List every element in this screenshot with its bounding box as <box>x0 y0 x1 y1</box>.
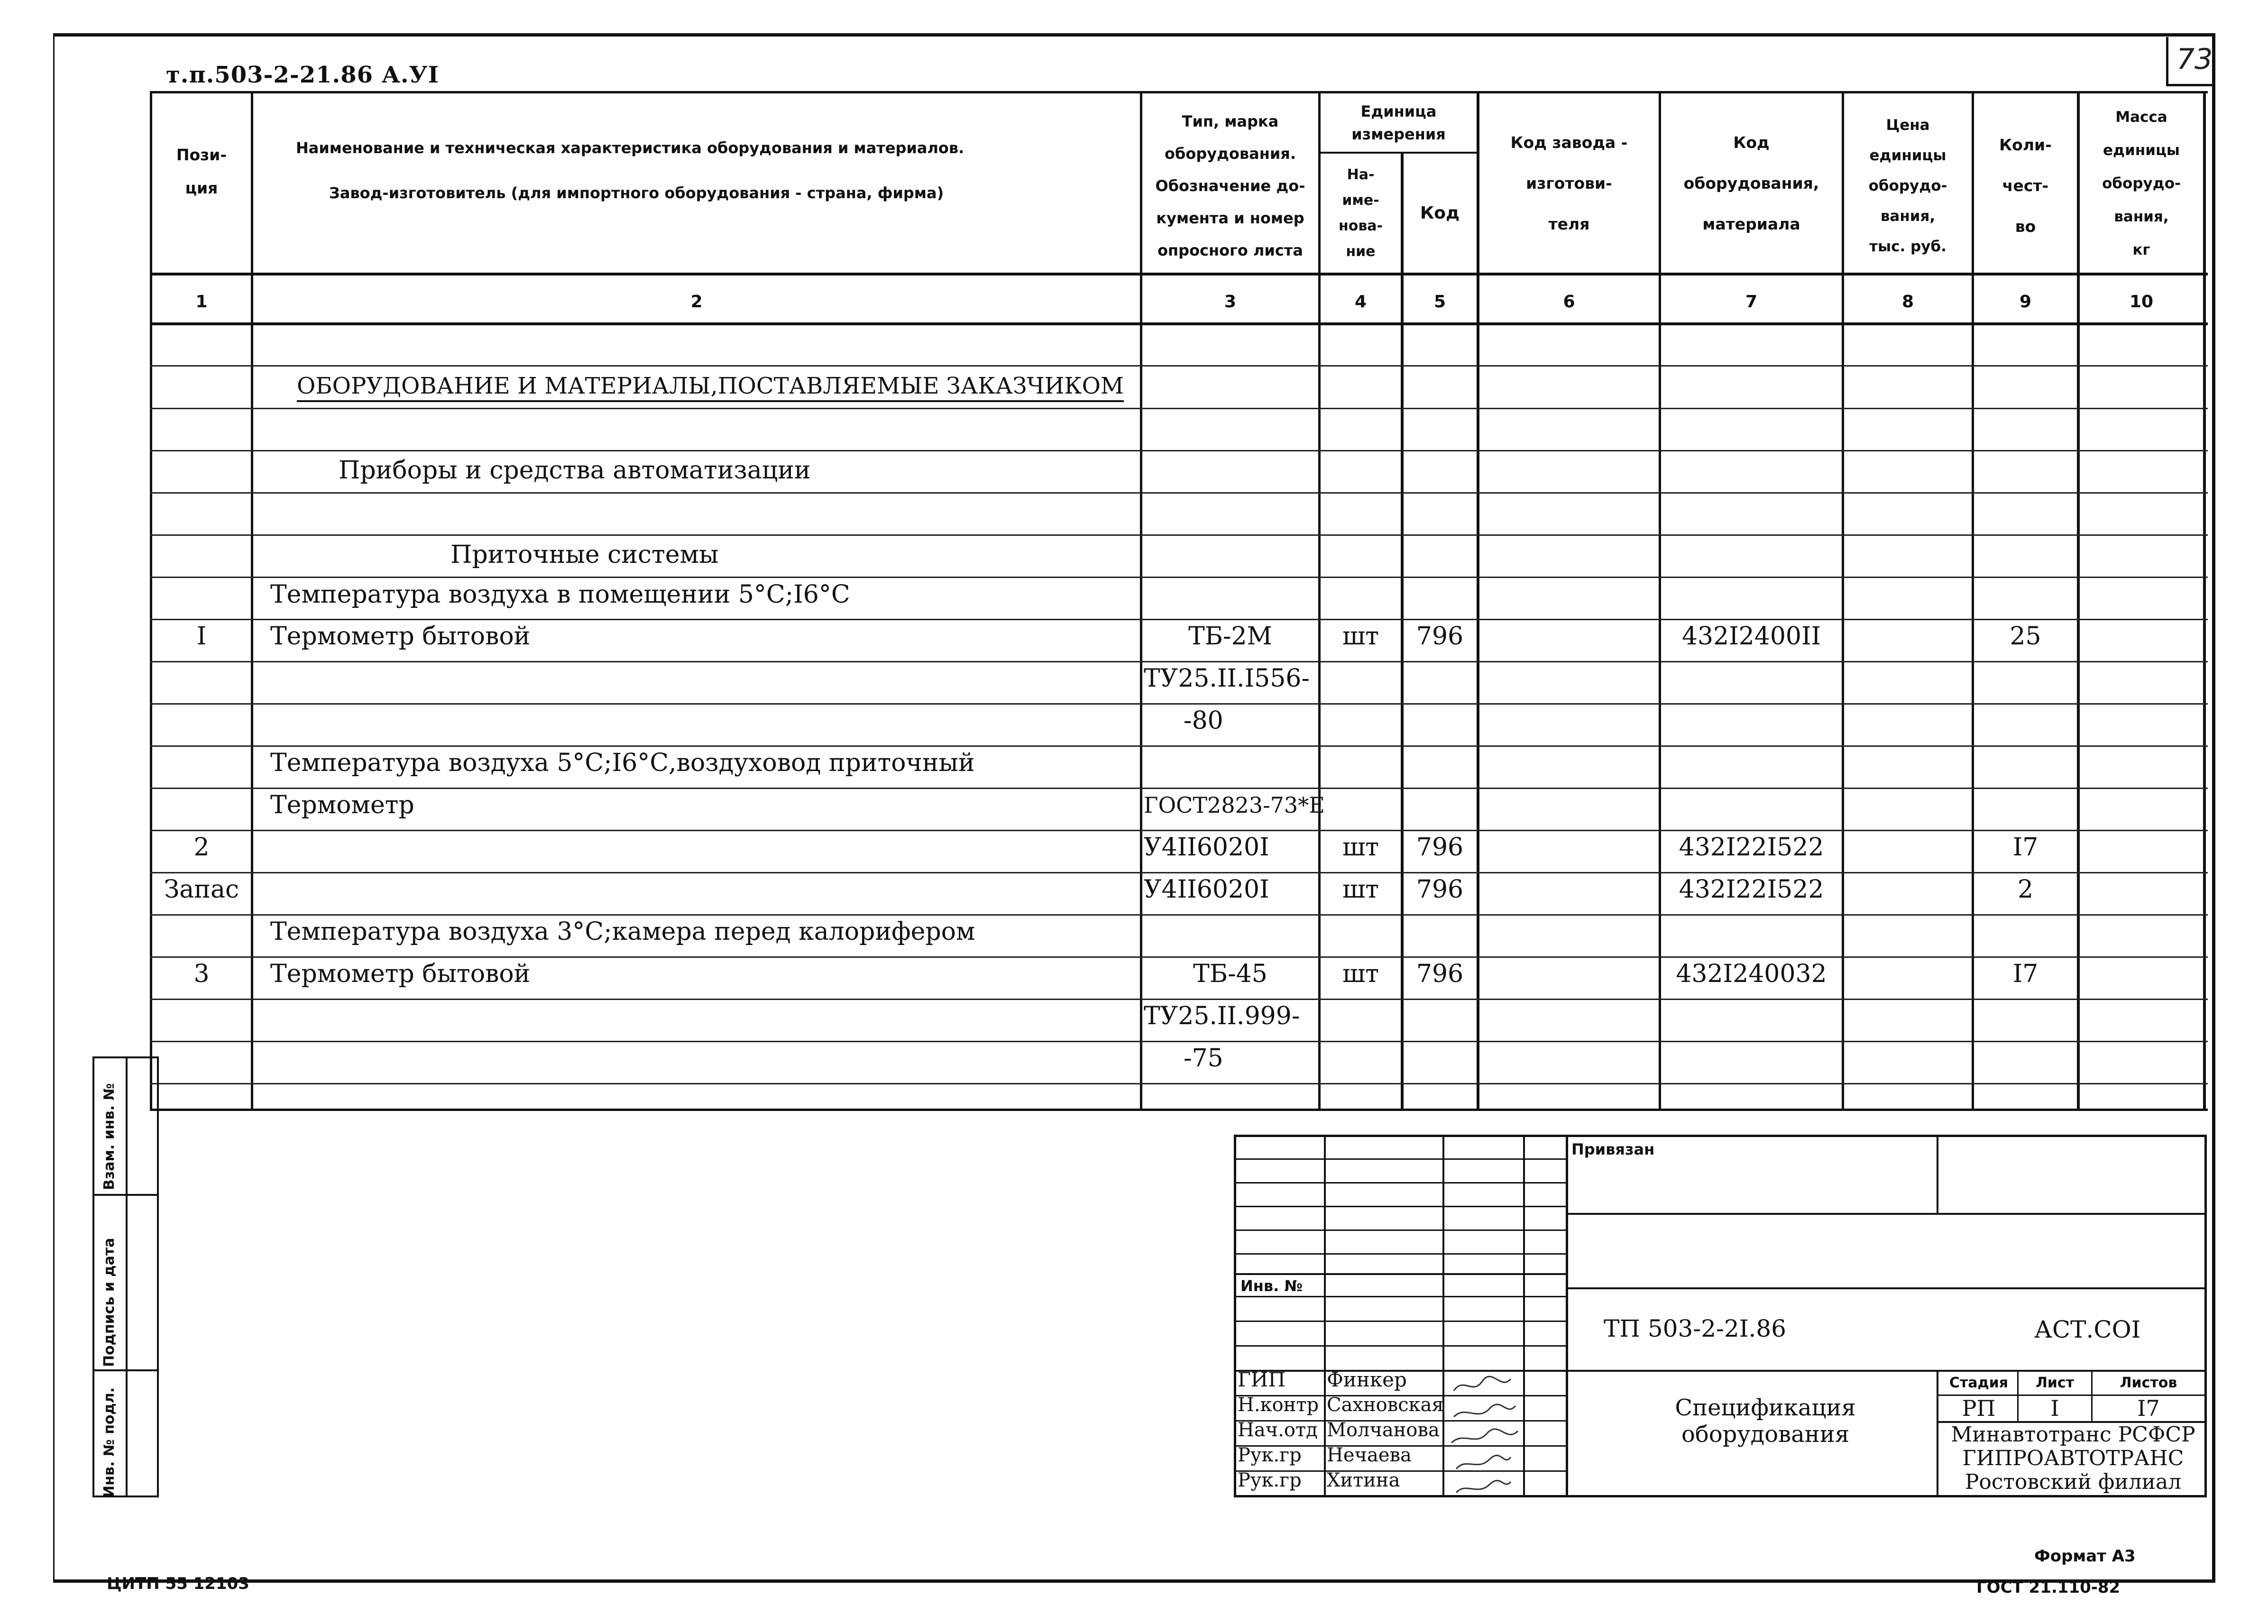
row-8-quantity: 2 <box>2017 875 2034 904</box>
row-7-unit: шт <box>1342 833 1379 862</box>
row-8-type: У4II6020I <box>1144 875 1269 904</box>
row-8-unit-code: 796 <box>1416 875 1464 904</box>
row-10-type: ТБ-45 <box>1193 960 1267 988</box>
row-10-position: 3 <box>193 960 210 988</box>
sheets-value: I7 <box>2137 1395 2160 1421</box>
header-unit-code: Код <box>1420 203 1460 223</box>
row-8-unit: шт <box>1342 875 1379 904</box>
footer-format: Формат А3 <box>2034 1547 2136 1566</box>
inventory-number-label: Инв. № <box>1240 1277 1303 1295</box>
row-7-equipment-code: 432I22I522 <box>1679 833 1824 862</box>
group-title: Приточные системы <box>450 541 719 569</box>
name-group-lead-1: Нечаева <box>1327 1444 1412 1466</box>
stamp-replacement-inventory: Взам. инв. № <box>101 1083 118 1190</box>
column-number-8: 8 <box>1901 292 1914 312</box>
row-3-type: ТУ25.II.I556- <box>1144 664 1310 693</box>
sheets-label: Листов <box>2120 1375 2177 1391</box>
stamp-inventory-original: Инв. № подл. <box>101 1387 118 1497</box>
header-unit: Единица измерения <box>1351 102 1446 143</box>
header-equipment-code: Код оборудования, материала <box>1683 133 1819 233</box>
specification-table <box>150 91 2208 1110</box>
row-2-equipment-code: 432I2400II <box>1681 622 1821 651</box>
sheet-label: Лист <box>2035 1375 2075 1391</box>
header-name-line2: Завод-изготовитель (для импортного оборудования - страна, фирма) <box>329 184 944 202</box>
header-type: Тип, марка оборудования. Обозначение до- кумента и номер опросного листа <box>1155 112 1305 259</box>
column-number-5: 5 <box>1433 292 1446 312</box>
title-document-suffix: АСТ.СОI <box>2034 1316 2141 1343</box>
role-norm-control: Н.контр <box>1238 1394 1319 1416</box>
row-7-type: У4II6020I <box>1144 833 1269 862</box>
name-gip: Финкер <box>1327 1368 1407 1391</box>
row-10-unit: шт <box>1342 960 1379 988</box>
column-number-7: 7 <box>1745 292 1758 312</box>
organization-name: Минавтотранс РСФСР ГИПРОАВТОТРАНС Ростовский филиал <box>1951 1422 2195 1494</box>
title-document-name: Спецификация оборудования <box>1675 1395 1856 1448</box>
row-6-name: Термометр <box>270 791 414 819</box>
name-group-lead-2: Хитина <box>1327 1469 1400 1491</box>
subsection-title: Приборы и средства автоматизации <box>339 456 811 485</box>
row-7-position: 2 <box>193 833 210 862</box>
page-number: 73 <box>2176 43 2213 76</box>
row-10-quantity: I7 <box>2012 960 2038 988</box>
stamp-signature-date: Подпись и дата <box>101 1238 118 1367</box>
title-block <box>1234 1135 2207 1497</box>
row-4-type: -80 <box>1184 706 1223 735</box>
row-2-name: Термометр бытовой <box>270 622 531 651</box>
role-department-head: Нач.отд <box>1238 1419 1318 1441</box>
title-document-code: ТП 503-2-2I.86 <box>1604 1315 1786 1342</box>
role-group-lead-2: Рук.гр <box>1238 1469 1302 1491</box>
row-6-type: ГОСТ2823-73*Е <box>1144 792 1325 818</box>
column-number-2: 2 <box>690 292 703 312</box>
row-2-position: I <box>196 622 207 651</box>
sheet-value: I <box>2050 1395 2059 1421</box>
row-10-equipment-code: 432I240032 <box>1676 960 1827 988</box>
footer-gost: ГОСТ 21.110-82 <box>1976 1578 2121 1597</box>
header-price: Цена единицы оборудо- вания, тыс. руб. <box>1868 117 1947 255</box>
row-1-name: Температура воздуха в помещении 5°С;I6°С <box>270 580 850 609</box>
column-number-9: 9 <box>2019 292 2032 312</box>
stage-value: РП <box>1962 1395 1996 1421</box>
row-2-type: ТБ-2М <box>1188 622 1272 651</box>
row-2-unit-code: 796 <box>1416 622 1464 651</box>
name-norm-control: Сахновская <box>1327 1394 1444 1416</box>
stage-label: Стадия <box>1949 1375 2009 1391</box>
row-10-unit-code: 796 <box>1416 960 1464 988</box>
header-mass: Масса единицы оборудо- вания, кг <box>2102 109 2181 258</box>
row-7-unit-code: 796 <box>1416 833 1464 862</box>
column-number-4: 4 <box>1354 292 1367 312</box>
section-title: ОБОРУДОВАНИЕ И МАТЕРИАЛЫ,ПОСТАВЛЯЕМЫЕ ЗАКАЗЧИКОМ <box>297 366 1124 406</box>
header-position: Пози- ция <box>176 146 227 197</box>
header-name-line1: Наименование и техническая характеристика оборудования и материалов. <box>296 139 964 157</box>
role-group-lead-1: Рук.гр <box>1238 1444 1302 1466</box>
row-10-name: Термометр бытовой <box>270 960 531 988</box>
row-7-quantity: I7 <box>2012 833 2038 862</box>
row-8-equipment-code: 432I22I522 <box>1679 875 1824 904</box>
row-11-type: ТУ25.II.999- <box>1144 1002 1300 1030</box>
row-2-quantity: 25 <box>2010 622 2041 651</box>
row-2-unit: шт <box>1342 622 1379 651</box>
header-unit-name: На- име- нова- ние <box>1338 166 1383 260</box>
signature-marks <box>1444 1372 1523 1497</box>
row-5-name: Температура воздуха 5°С;I6°С,воздуховод приточный <box>270 749 975 777</box>
column-number-3: 3 <box>1224 292 1237 312</box>
header-factory-code: Код завода - изготови- теля <box>1510 133 1628 233</box>
document-code-top: т.п.503-2-21.86 А.УI <box>166 62 439 88</box>
footer-catalog-code: ЦИТП 55 12103 <box>107 1574 249 1593</box>
privyazan-label: Привязан <box>1571 1140 1655 1158</box>
role-gip: ГИП <box>1238 1368 1286 1391</box>
row-12-type: -75 <box>1184 1044 1223 1073</box>
header-quantity: Коли- чест- во <box>1999 136 2052 236</box>
row-9-name: Температура воздуха 3°С;камера перед калорифером <box>270 918 975 946</box>
row-8-position: Запас <box>164 875 239 904</box>
column-number-6: 6 <box>1563 292 1575 312</box>
name-department-head: Молчанова <box>1327 1419 1440 1441</box>
column-number-10: 10 <box>2129 292 2154 312</box>
left-margin-stamp <box>92 1056 159 1497</box>
column-number-1: 1 <box>195 292 208 312</box>
